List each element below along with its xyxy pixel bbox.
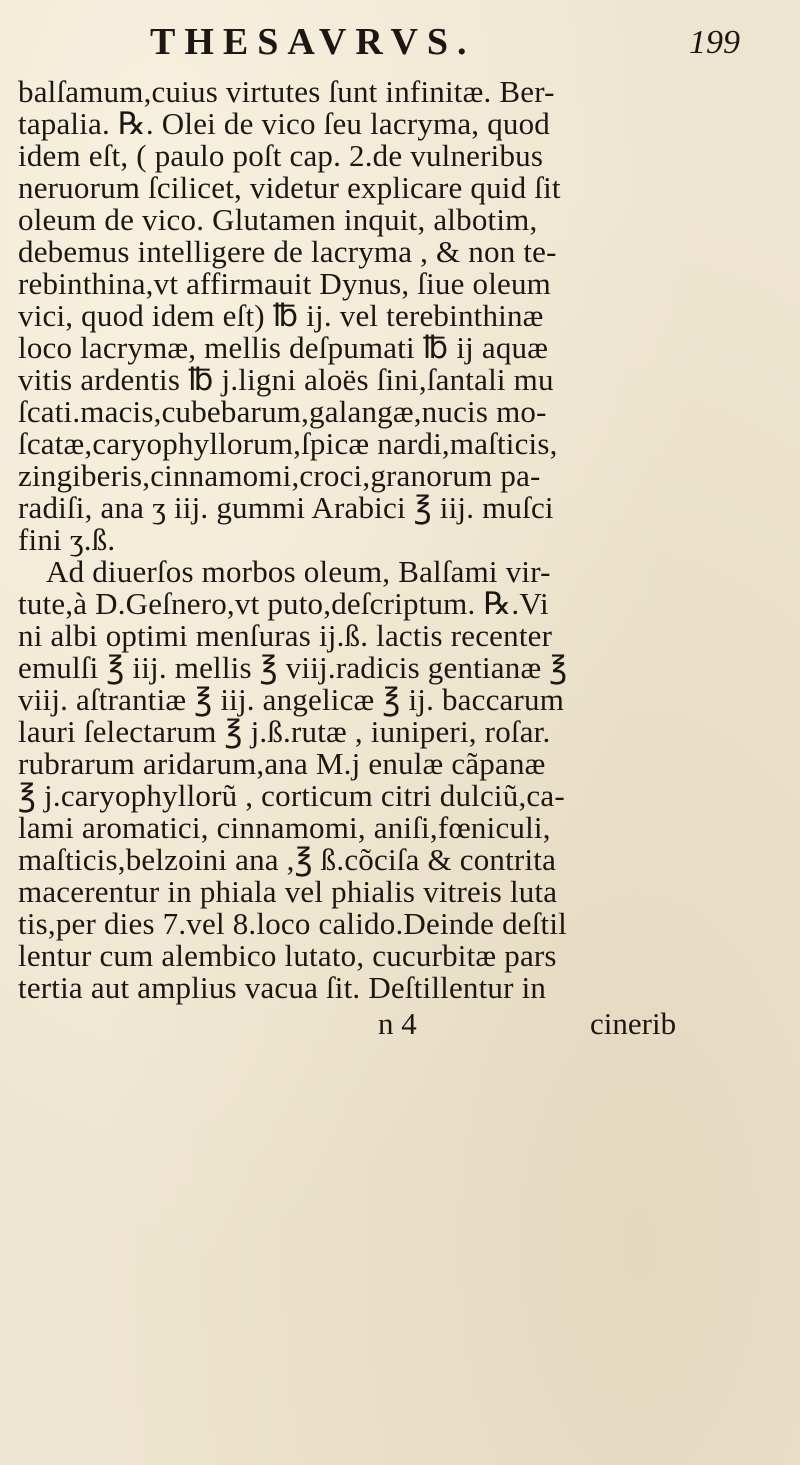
catchword: cinerib bbox=[590, 1006, 677, 1041]
text-line: tertia aut amplius vacua ſit. Deſtillentur in bbox=[18, 970, 547, 1005]
text-line: radiſi, ana ʒ iij. gummi Arabici ℥ iij. muſci bbox=[18, 490, 554, 525]
text-line: rebinthina,vt affirmauit Dynus, ſiue oleum bbox=[18, 266, 551, 301]
text-line: tapalia. ℞. Olei de vico ſeu lacryma, quod bbox=[18, 106, 551, 141]
text-line: debemus intelligere de lacryma , & non te- bbox=[18, 234, 557, 269]
signature-mark: n 4 bbox=[378, 1006, 417, 1041]
text-line: ℥ j.caryophyllorũ , corticum citri dulciũ,ca- bbox=[18, 778, 565, 813]
text-line: oleum de vico. Glutamen inquit, albotim, bbox=[18, 202, 538, 237]
text-line: neruorum ſcilicet, videtur explicare quid ſit bbox=[18, 170, 561, 205]
text-line: lami aromatici, cinnamomi, aniſi,fœniculi, bbox=[18, 810, 551, 845]
text-line: vitis ardentis ℔ j.ligni aloës ſini,ſantali mu bbox=[18, 362, 554, 397]
text-line: viij. aſtrantiæ ℥ iij. angelicæ ℥ ij. baccarum bbox=[18, 682, 565, 717]
text-line: lauri ſelectarum ℥ j.ß.rutæ , iuniperi, roſar. bbox=[18, 714, 551, 749]
text-line: idem eſt, ( paulo poſt cap. 2.de vulneribus bbox=[18, 138, 544, 173]
text-line: ſcatæ,caryophyllorum,ſpicæ nardi,maſticis, bbox=[18, 426, 558, 461]
page-footer bbox=[0, 1006, 800, 1050]
paragraph-start-line: Ad diuerſos morbos oleum, Balſami vir- bbox=[46, 554, 551, 589]
text-line: lentur cum alembico lutato, cucurbitæ pars bbox=[18, 938, 557, 973]
page-number: 199 bbox=[689, 24, 740, 61]
text-line: emulſi ℥ iij. mellis ℥ viij.radicis gentianæ ℥ bbox=[18, 650, 568, 685]
text-line: balſamum,cuius virtutes ſunt infinitæ. Ber- bbox=[18, 74, 555, 109]
text-line: rubrarum aridarum,ana M.j enulæ cãpanæ bbox=[18, 746, 546, 781]
text-line: ni albi optimi menſuras ij.ß. lactis recenter bbox=[18, 618, 553, 653]
text-line: fini ʒ.ß. bbox=[18, 522, 116, 557]
text-line: vici, quod idem eſt) ℔ ij. vel terebinthinæ bbox=[18, 298, 544, 333]
text-line: maſticis,belzoini ana ,℥ ß.cõciſa & contrita bbox=[18, 842, 557, 877]
text-line: macerentur in phiala vel phialis vitreis luta bbox=[18, 874, 558, 909]
text-line: zingiberis,cinnamomi,croci,granorum pa- bbox=[18, 458, 541, 493]
running-title: THESAVRVS. bbox=[150, 21, 476, 63]
text-line: tute,à D.Geſnero,vt puto,deſcriptum. ℞.Vi bbox=[18, 586, 549, 621]
text-line: tis,per dies 7.vel 8.loco calido.Deinde deſtil bbox=[18, 906, 567, 941]
page-header bbox=[60, 20, 740, 70]
text-line: loco lacrymæ, mellis deſpumati ℔ ij aquæ bbox=[18, 330, 549, 365]
text-line: ſcati.macis,cubebarum,galangæ,nucis mo- bbox=[18, 394, 547, 429]
